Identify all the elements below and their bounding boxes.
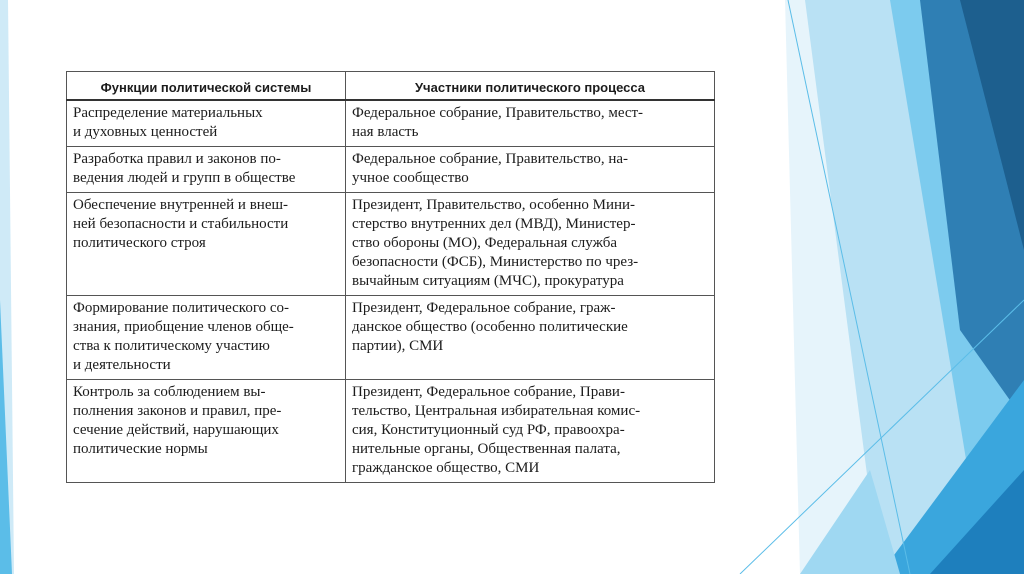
cell-line: Контроль за соблюдением вы-	[73, 383, 266, 400]
cell-line: политические нормы	[73, 440, 208, 457]
cell-line: сия, Конституционный суд РФ, правоохра-	[352, 421, 625, 438]
table-header-row	[67, 72, 715, 100]
table-row	[67, 192, 715, 295]
functions-table-container	[66, 71, 714, 483]
functions-table	[66, 71, 715, 483]
participants-cell	[346, 295, 715, 379]
header-participants: Участники политического процесса	[346, 72, 715, 100]
table-row	[67, 146, 715, 192]
function-cell	[67, 295, 346, 379]
cell-line: знания, приобщение членов обще-	[73, 318, 294, 335]
cell-line: сечение действий, нарушающих	[73, 421, 279, 438]
cell-line: ведения людей и групп в обществе	[73, 169, 296, 186]
header-functions: Функции политической системы	[67, 72, 346, 100]
cell-line: нительные органы, Общественная палата,	[352, 440, 621, 457]
function-cell	[67, 146, 346, 192]
cell-line: и духовных ценностей	[73, 123, 218, 140]
cell-line: политического строя	[73, 234, 206, 251]
cell-line: Обеспечение внутренней и внеш-	[73, 196, 289, 213]
cell-line: партии), СМИ	[352, 337, 444, 354]
cell-line: Президент, Правительство, особенно Мини-	[352, 196, 636, 213]
cell-line: Президент, Федеральное собрание, Прави-	[352, 383, 625, 400]
cell-line: Формирование политического со-	[73, 299, 290, 316]
cell-line: вычайным ситуациям (МЧС), прокуратура	[352, 272, 624, 289]
cell-line: и деятельности	[73, 356, 171, 373]
cell-line: Федеральное собрание, Правительство, на-	[352, 150, 629, 167]
table-row	[67, 100, 715, 147]
participants-cell	[346, 192, 715, 295]
cell-line: полнения законов и правил, пре-	[73, 402, 282, 419]
participants-cell	[346, 146, 715, 192]
cell-line: Федеральное собрание, Правительство, мест-	[352, 104, 644, 121]
cell-line: ство обороны (МО), Федеральная служба	[352, 234, 618, 251]
function-cell	[67, 100, 346, 147]
participants-cell	[346, 379, 715, 482]
cell-line: ней безопасности и стабильности	[73, 215, 289, 232]
participants-cell	[346, 100, 715, 147]
cell-line: ная власть	[352, 123, 419, 140]
cell-line: тельство, Центральная избирательная комис-	[352, 402, 641, 419]
function-cell	[67, 192, 346, 295]
cell-line: стерство внутренних дел (МВД), Министер-	[352, 215, 636, 232]
cell-line: данское общество (особенно политические	[352, 318, 628, 335]
table-row	[67, 295, 715, 379]
cell-line: ства к политическому участию	[73, 337, 270, 354]
cell-line: безопасности (ФСБ), Министерство по чрез-	[352, 253, 639, 270]
cell-line: Президент, Федеральное собрание, граж-	[352, 299, 616, 316]
cell-line: Разработка правил и законов по-	[73, 150, 281, 167]
cell-line: гражданское общество, СМИ	[352, 459, 540, 476]
cell-line: учное сообщество	[352, 169, 469, 186]
cell-line: Распределение материальных	[73, 104, 263, 121]
table-row	[67, 379, 715, 482]
function-cell	[67, 379, 346, 482]
